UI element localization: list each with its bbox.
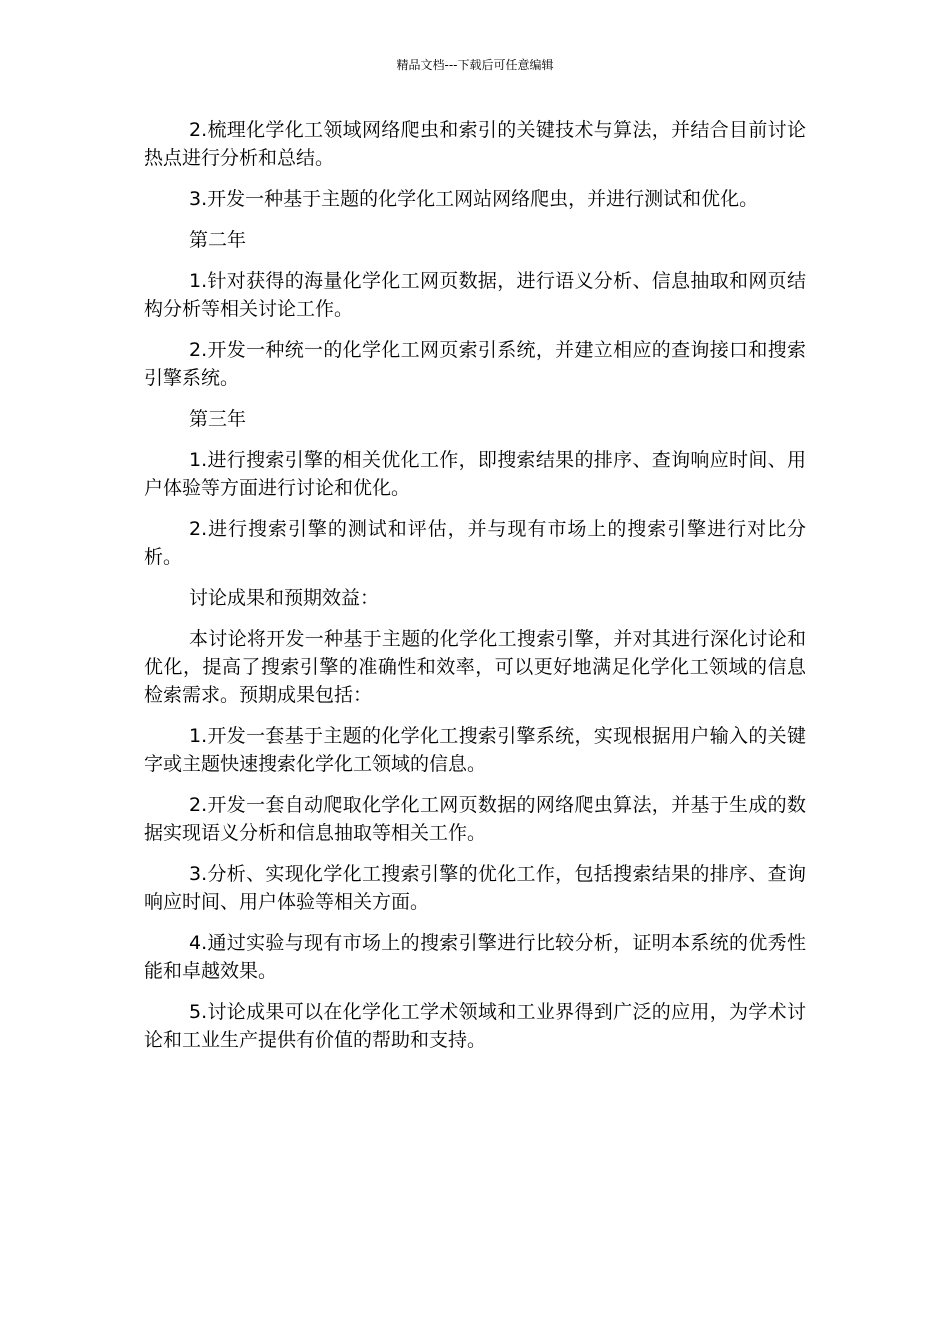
paragraph: 3.分析、实现化学化工搜索引擎的优化工作，包括搜索结果的排序、查询响应时间、用户体验等相关方面。 [144, 863, 806, 913]
section-heading-year-3: 第三年 [189, 408, 247, 430]
paragraph: 2.梳理化学化工领域网络爬虫和索引的关键技术与算法，并结合目前讨论热点进行分析和总结。 [144, 119, 806, 169]
paragraph: 5.讨论成果可以在化学化工学术领域和工业界得到广泛的应用，为学术讨论和工业生产提供有价值的帮助和支持。 [144, 1001, 806, 1051]
paragraph: 4.通过实验与现有市场上的搜索引擎进行比较分析，证明本系统的优秀性能和卓越效果。 [144, 932, 806, 982]
document-body [144, 116, 806, 1067]
paragraph: 1.进行搜索引擎的相关优化工作，即搜索结果的排序、查询响应时间、用户体验等方面进行讨论和优化。 [144, 449, 806, 499]
paragraph: 2.开发一种统一的化学化工网页索引系统，并建立相应的查询接口和搜索引擎系统。 [144, 339, 806, 389]
paragraph: 1.开发一套基于主题的化学化工搜索引擎系统，实现根据用户输入的关键字或主题快速搜索化学化工领域的信息。 [144, 725, 806, 775]
paragraph: 本讨论将开发一种基于主题的化学化工搜索引擎，并对其进行深化讨论和优化，提高了搜索引擎的准确性和效率，可以更好地满足化学化工领域的信息检索需求。预期成果包括： [144, 628, 806, 706]
section-heading-year-2: 第二年 [189, 229, 247, 251]
section-heading-results: 讨论成果和预期效益： [189, 587, 380, 609]
paragraph: 1.针对获得的海量化学化工网页数据，进行语义分析、信息抽取和网页结构分析等相关讨论工作。 [144, 270, 806, 320]
paragraph: 3.开发一种基于主题的化学化工网站网络爬虫，并进行测试和优化。 [189, 188, 759, 210]
paragraph: 2.进行搜索引擎的测试和评估，并与现有市场上的搜索引擎进行对比分析。 [144, 518, 806, 568]
page-header: 精品文档---下载后可任意编辑 [396, 58, 554, 72]
paragraph: 2.开发一套自动爬取化学化工网页数据的网络爬虫算法，并基于生成的数据实现语义分析和信息抽取等相关工作。 [144, 794, 806, 844]
